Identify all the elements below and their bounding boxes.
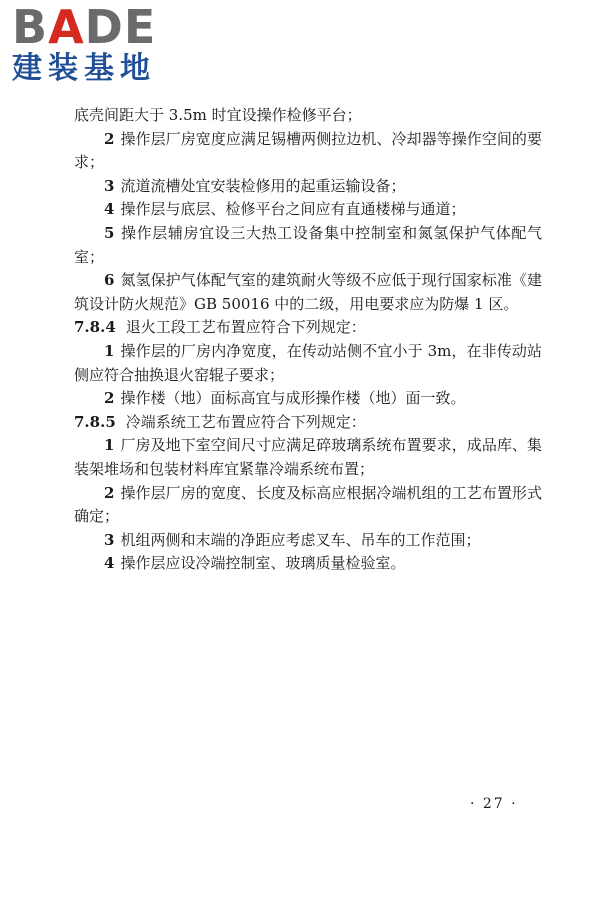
section-heading: 7.8.4 退火工段工艺布置应符合下列规定： <box>74 318 366 337</box>
list-item: 2 操作楼（地）面标高宜与成形操作楼（地）面一致。 <box>104 389 466 408</box>
list-item: 4 操作层应设冷端控制室、玻璃质量检验室。 <box>104 554 406 573</box>
bade-logo <box>12 0 177 86</box>
page-number: · 27 · <box>470 796 518 812</box>
list-item: 2 操作层厂房宽度应满足锡槽两侧拉边机、冷却器等操作空间的要求； <box>74 129 542 172</box>
document-body <box>74 104 542 576</box>
logo-wordmark: BADE <box>12 0 157 54</box>
list-item: 1 操作层的厂房内净宽度，在传动站侧不宜小于 3m，在非传动站侧应符合抽换退火窑辊子要求； <box>74 341 542 384</box>
paragraph-continuation: 底壳间距大于 3.5m 时宜设操作检修平台； <box>74 106 362 124</box>
list-item: 3 流道流槽处宜安装检修用的起重运输设备； <box>104 176 406 195</box>
list-item: 6 氮氢保护气体配气室的建筑耐火等级不应低于现行国家标准《建筑设计防火规范》GB 50016 中的二级，用电要求应为防爆 1 区。 <box>74 271 542 313</box>
list-item: 1 厂房及地下室空间尺寸应满足碎玻璃系统布置要求，成品库、集装架堆场和包装材料库宜紧靠冷端系统布置； <box>74 436 542 478</box>
list-item: 4 操作层与底层、检修平台之间应有直通楼梯与通道； <box>104 200 466 219</box>
list-item: 5 操作层辅房宜设三大热工设备集中控制室和氮氢保护气体配气室； <box>74 223 542 266</box>
list-item: 2 操作层厂房的宽度、长度及标高应根据冷端机组的工艺布置形式确定； <box>74 483 542 526</box>
logo-chinese-text: 建装基地 <box>12 51 156 86</box>
section-heading: 7.8.5 冷端系统工艺布置应符合下列规定： <box>74 412 366 431</box>
list-item: 3 机组两侧和末端的净距应考虑叉车、吊车的工作范围； <box>104 530 481 549</box>
